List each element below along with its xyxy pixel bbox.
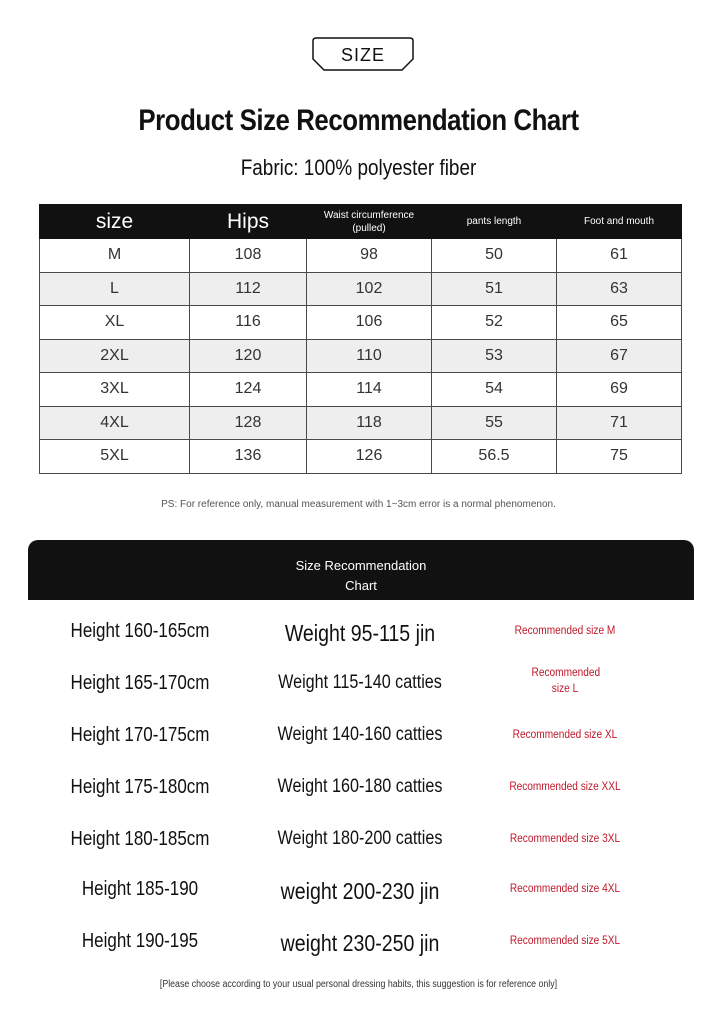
- table-cell: 118: [307, 406, 432, 440]
- table-cell: 61: [557, 239, 682, 273]
- height-range: Height 165-170cm: [70, 672, 210, 694]
- height-range: Height 180-185cm: [70, 828, 210, 850]
- weight-range: Weight 160-180 catties: [277, 776, 443, 797]
- height-range: Height 185-190: [81, 878, 199, 900]
- table-cell: 128: [190, 406, 307, 440]
- table-cell: 4XL: [40, 406, 190, 440]
- badge-label: SIZE: [340, 45, 385, 65]
- table-cell: 52: [432, 306, 557, 340]
- table-cell: 55: [432, 406, 557, 440]
- recommendation-row: [0, 620, 717, 660]
- page-title: Product Size Recommendation Chart: [138, 104, 579, 137]
- height-range: Height 160-165cm: [70, 620, 210, 642]
- recommended-size: Recommended size XXL: [509, 781, 621, 793]
- weight-range: Weight 140-160 catties: [277, 724, 443, 745]
- height-range: Height 170-175cm: [70, 724, 210, 746]
- table-cell: 112: [190, 272, 307, 306]
- size-table: [39, 204, 682, 474]
- recommended-size: Recommended size 4XL: [509, 883, 621, 895]
- recommendation-row: [0, 667, 717, 712]
- table-cell: 65: [557, 306, 682, 340]
- recommendation-header-line2: Chart: [345, 578, 377, 593]
- footer-note: [Please choose according to your usual personal dressing habits, this suggestion is for reference only]: [159, 979, 558, 990]
- table-cell: 56.5: [432, 440, 557, 474]
- recommendation-row: [0, 828, 717, 868]
- table-cell: 5XL: [40, 440, 190, 474]
- table-cell: 124: [190, 373, 307, 407]
- recommended-size-text: Recommended size L: [531, 667, 601, 695]
- weight-range: Weight 115-140 catties: [278, 672, 442, 693]
- table-cell: 106: [307, 306, 432, 340]
- table-cell: 71: [557, 406, 682, 440]
- table-cell: 108: [190, 239, 307, 273]
- weight-range: Weight 180-200 catties: [277, 828, 443, 849]
- recommended-size: [499, 665, 631, 697]
- header-pants-length: pants length: [432, 205, 557, 239]
- recommended-size: Recommended size 5XL: [509, 935, 621, 947]
- table-cell: M: [40, 239, 190, 273]
- weight-range: weight 230-250 jin: [280, 930, 440, 956]
- table-cell: 114: [307, 373, 432, 407]
- table-cell: 63: [557, 272, 682, 306]
- recommendation-header: [28, 540, 694, 600]
- measurement-note: PS: For reference only, manual measurement with 1~3cm error is a normal phenomenon.: [161, 499, 556, 510]
- recommended-size: Recommended size M: [514, 625, 616, 637]
- recommended-size: Recommended size XL: [512, 729, 618, 741]
- size-badge: [312, 37, 414, 71]
- table-row: [40, 373, 682, 407]
- table-cell: 116: [190, 306, 307, 340]
- recommendation-row: [0, 878, 717, 918]
- recommended-size: Recommended size 3XL: [509, 833, 621, 845]
- table-cell: L: [40, 272, 190, 306]
- height-range: Height 190-195: [81, 930, 199, 952]
- weight-range: Weight 95-115 jin: [284, 620, 436, 646]
- header-waist: Waist circumference (pulled): [307, 205, 432, 239]
- table-cell: 51: [432, 272, 557, 306]
- table-cell: 98: [307, 239, 432, 273]
- table-row: [40, 406, 682, 440]
- table-cell: 120: [190, 339, 307, 373]
- table-cell: 75: [557, 440, 682, 474]
- table-cell: 2XL: [40, 339, 190, 373]
- header-foot-mouth: Foot and mouth: [557, 205, 682, 239]
- table-cell: 67: [557, 339, 682, 373]
- size-table-header-row: [40, 205, 682, 239]
- table-cell: 102: [307, 272, 432, 306]
- table-row: [40, 272, 682, 306]
- header-size: size: [40, 205, 190, 239]
- table-cell: 3XL: [40, 373, 190, 407]
- table-cell: XL: [40, 306, 190, 340]
- recommendation-header-line1: Size Recommendation: [295, 558, 427, 573]
- table-cell: 126: [307, 440, 432, 474]
- table-cell: 110: [307, 339, 432, 373]
- table-cell: 54: [432, 373, 557, 407]
- table-row: [40, 239, 682, 273]
- recommendation-row: [0, 930, 717, 970]
- table-row: [40, 440, 682, 474]
- fabric-subtitle: Fabric: 100% polyester fiber: [240, 155, 477, 180]
- table-cell: 50: [432, 239, 557, 273]
- recommendation-row: [0, 776, 717, 816]
- table-row: [40, 339, 682, 373]
- header-hips: Hips: [190, 205, 307, 239]
- table-row: [40, 306, 682, 340]
- height-range: Height 175-180cm: [70, 776, 210, 798]
- table-cell: 136: [190, 440, 307, 474]
- weight-range: weight 200-230 jin: [280, 878, 440, 904]
- table-cell: 53: [432, 339, 557, 373]
- recommendation-row: [0, 724, 717, 764]
- table-cell: 69: [557, 373, 682, 407]
